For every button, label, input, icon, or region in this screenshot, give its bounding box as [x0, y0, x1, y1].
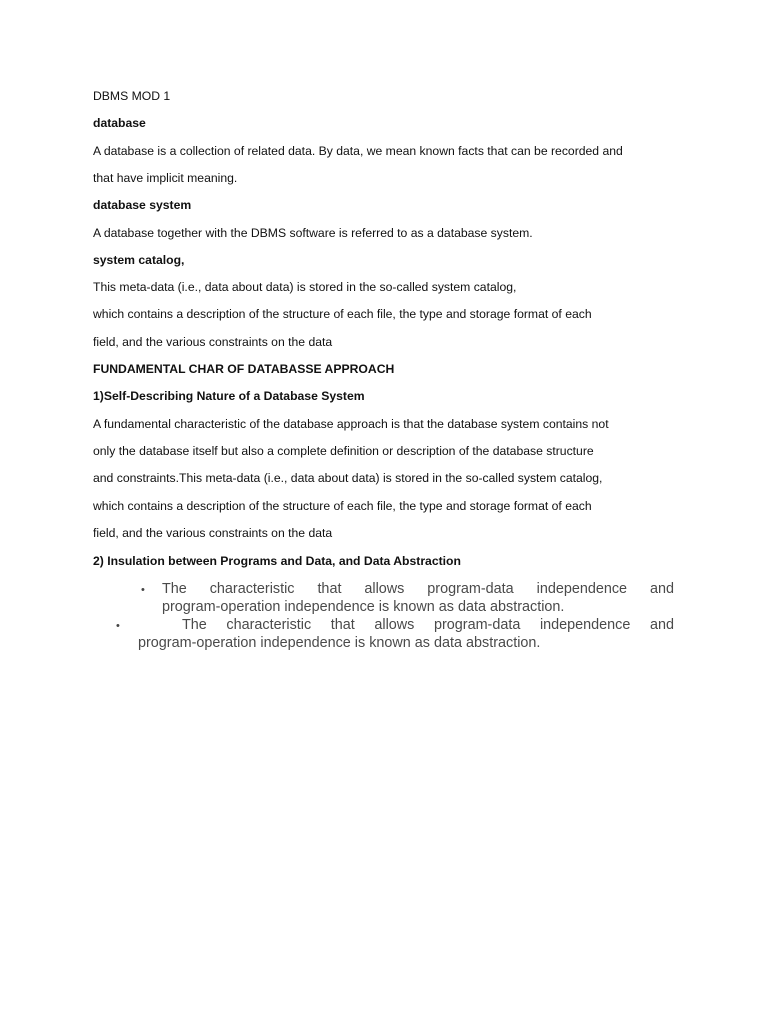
heading-self-describing: 1)Self-Describing Nature of a Database System	[93, 389, 365, 403]
heading-insulation: 2) Insulation between Programs and Data, and Data Abstraction	[93, 554, 461, 568]
bullet-item	[162, 580, 674, 616]
bullet-marker: •	[116, 620, 120, 632]
heading-database: database	[93, 116, 146, 130]
self-describing-line-4: which contains a description of the structure of each file, the type and storage format of each	[93, 499, 592, 513]
bullet-item-line-2: program-operation independence is known as data abstraction.	[138, 635, 541, 651]
system-catalog-line-2: which contains a description of the structure of each file, the type and storage format of each	[93, 307, 592, 321]
database-definition-line-1: A database is a collection of related data. By data, we mean known facts that can be recorded and	[93, 144, 623, 158]
system-catalog-line-1: This meta-data (i.e., data about data) is stored in the so-called system catalog,	[93, 280, 517, 294]
heading-database-system: database system	[93, 198, 192, 212]
heading-fundamental-characteristics: FUNDAMENTAL CHAR OF DATABASSE APPROACH	[93, 362, 395, 376]
database-definition-line-2: that have implicit meaning.	[93, 171, 238, 185]
self-describing-line-1: A fundamental characteristic of the database approach is that the database system contains not	[93, 417, 609, 431]
self-describing-line-3: and constraints.This meta-data (i.e., data about data) is stored in the so-called system catalog,	[93, 471, 603, 485]
bullet-item-line-1: The characteristic that allows program-data independence and	[182, 617, 674, 633]
bullet-item-line-1: The characteristic that allows program-data independence and	[162, 581, 674, 597]
self-describing-line-2: only the database itself but also a complete definition or description of the database structure	[93, 444, 594, 458]
system-catalog-line-3: field, and the various constraints on the data	[93, 335, 333, 349]
bullet-item	[138, 616, 674, 652]
document-title: DBMS MOD 1	[93, 89, 171, 103]
bullet-item-line-2: program-operation independence is known as data abstraction.	[162, 599, 565, 615]
self-describing-line-5: field, and the various constraints on the data	[93, 526, 333, 540]
bullet-marker: •	[141, 584, 145, 596]
heading-system-catalog: system catalog,	[93, 253, 185, 267]
database-system-definition: A database together with the DBMS software is referred to as a database system.	[93, 226, 533, 240]
